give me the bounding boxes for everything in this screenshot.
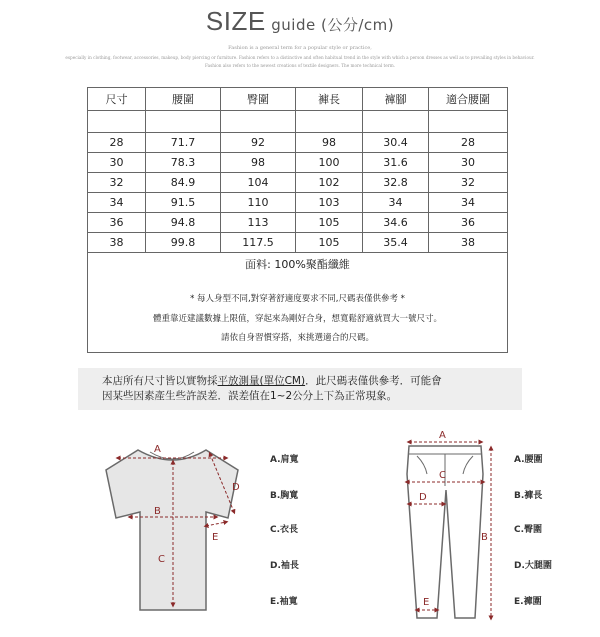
shirt-marker-a: A xyxy=(154,444,161,455)
disclaimer-line-1: 本店所有尺寸皆以實物採平放測量(單位CM)．此尺碼表僅供參考．可能會 xyxy=(102,375,442,387)
table-row: 38 99.8 117.5 105 35.4 38 xyxy=(88,233,508,253)
shirt-marker-b: B xyxy=(154,506,161,517)
page-title xyxy=(0,6,600,37)
tagline-2: especially in clothing, footwear, accessories, makeup, body piercing or furniture. Fashion refers to a distinctive and often habitual trend in the style with which a person dresses as well as to prevailing styles in behaviour. Fashion also refers to the newest creations of textile designers. The more technical term. xyxy=(65,55,535,68)
table-row: 28 71.7 92 98 30.4 28 xyxy=(88,133,508,153)
title-sub: guide (公分/cm) xyxy=(271,16,395,34)
table-row: 30 78.3 98 100 31.6 30 xyxy=(88,153,508,173)
table-notes-row xyxy=(88,253,508,353)
col-length: 褲長 xyxy=(296,88,363,111)
pants-legend-b: B.褲長 xyxy=(514,491,543,501)
shirt-legend-d: D.袖長 xyxy=(270,561,299,571)
col-hem: 褲腳 xyxy=(363,88,429,111)
fabric-note: 面料: 100%聚酯纖維 xyxy=(245,258,350,271)
shirt-legend-e: E.袖寬 xyxy=(270,597,298,607)
pants-marker-a: A xyxy=(439,430,446,441)
note-1: * 每人身型不同,對穿著舒適度要求不同,尺碼表僅供參考 * xyxy=(190,294,405,304)
col-size: 尺寸 xyxy=(88,88,146,111)
pants-legend-e: E.褲圍 xyxy=(514,597,542,607)
pants-diagram xyxy=(395,428,505,628)
col-waist: 腰圍 xyxy=(146,88,221,111)
pants-legend-a: A.腰圍 xyxy=(514,455,543,465)
table-row: 32 84.9 104 102 32.8 32 xyxy=(88,173,508,193)
table-notes xyxy=(88,253,508,353)
table-blank-row xyxy=(88,111,508,133)
size-table xyxy=(87,87,508,353)
shirt-diagram xyxy=(88,440,258,620)
table-row: 36 94.8 113 105 34.6 36 xyxy=(88,213,508,233)
shirt-marker-d: D xyxy=(232,482,240,493)
table-row: 34 91.5 110 103 34 34 xyxy=(88,193,508,213)
pants-marker-b: B xyxy=(481,532,488,543)
disclaimer-line-2: 因某些因素產生些許誤差．誤差值在1~2公分上下為正常現象。 xyxy=(102,390,398,402)
col-hip: 臀圍 xyxy=(221,88,296,111)
title-main: SIZE xyxy=(205,6,266,36)
shirt-legend-b: B.胸寬 xyxy=(270,491,299,501)
table-header-row xyxy=(88,88,508,111)
col-fit-waist: 適合腰圍 xyxy=(429,88,508,111)
note-3: 請依自身習慣穿搭，來挑選適合的尺碼。 xyxy=(220,333,374,343)
tagline-1: Fashion is a general term for a popular style or practice, xyxy=(228,45,372,51)
shirt-marker-c: C xyxy=(158,554,165,565)
pants-marker-d: D xyxy=(419,492,427,503)
pants-legend-c: C.臀圍 xyxy=(514,525,543,535)
note-2: 體重靠近建議數據上限值，穿起來為剛好合身，想寬鬆舒適就買大一號尺寸。 xyxy=(152,314,442,324)
shirt-legend-a: A.肩寬 xyxy=(270,455,299,465)
shirt-marker-e: E xyxy=(212,532,219,543)
pants-marker-c: C xyxy=(439,470,446,481)
pants-legend-d: D.大腿圍 xyxy=(514,561,552,571)
pants-marker-e: E xyxy=(423,597,430,608)
shirt-legend-c: C.衣長 xyxy=(270,525,299,535)
measurement-disclaimer xyxy=(78,368,522,410)
